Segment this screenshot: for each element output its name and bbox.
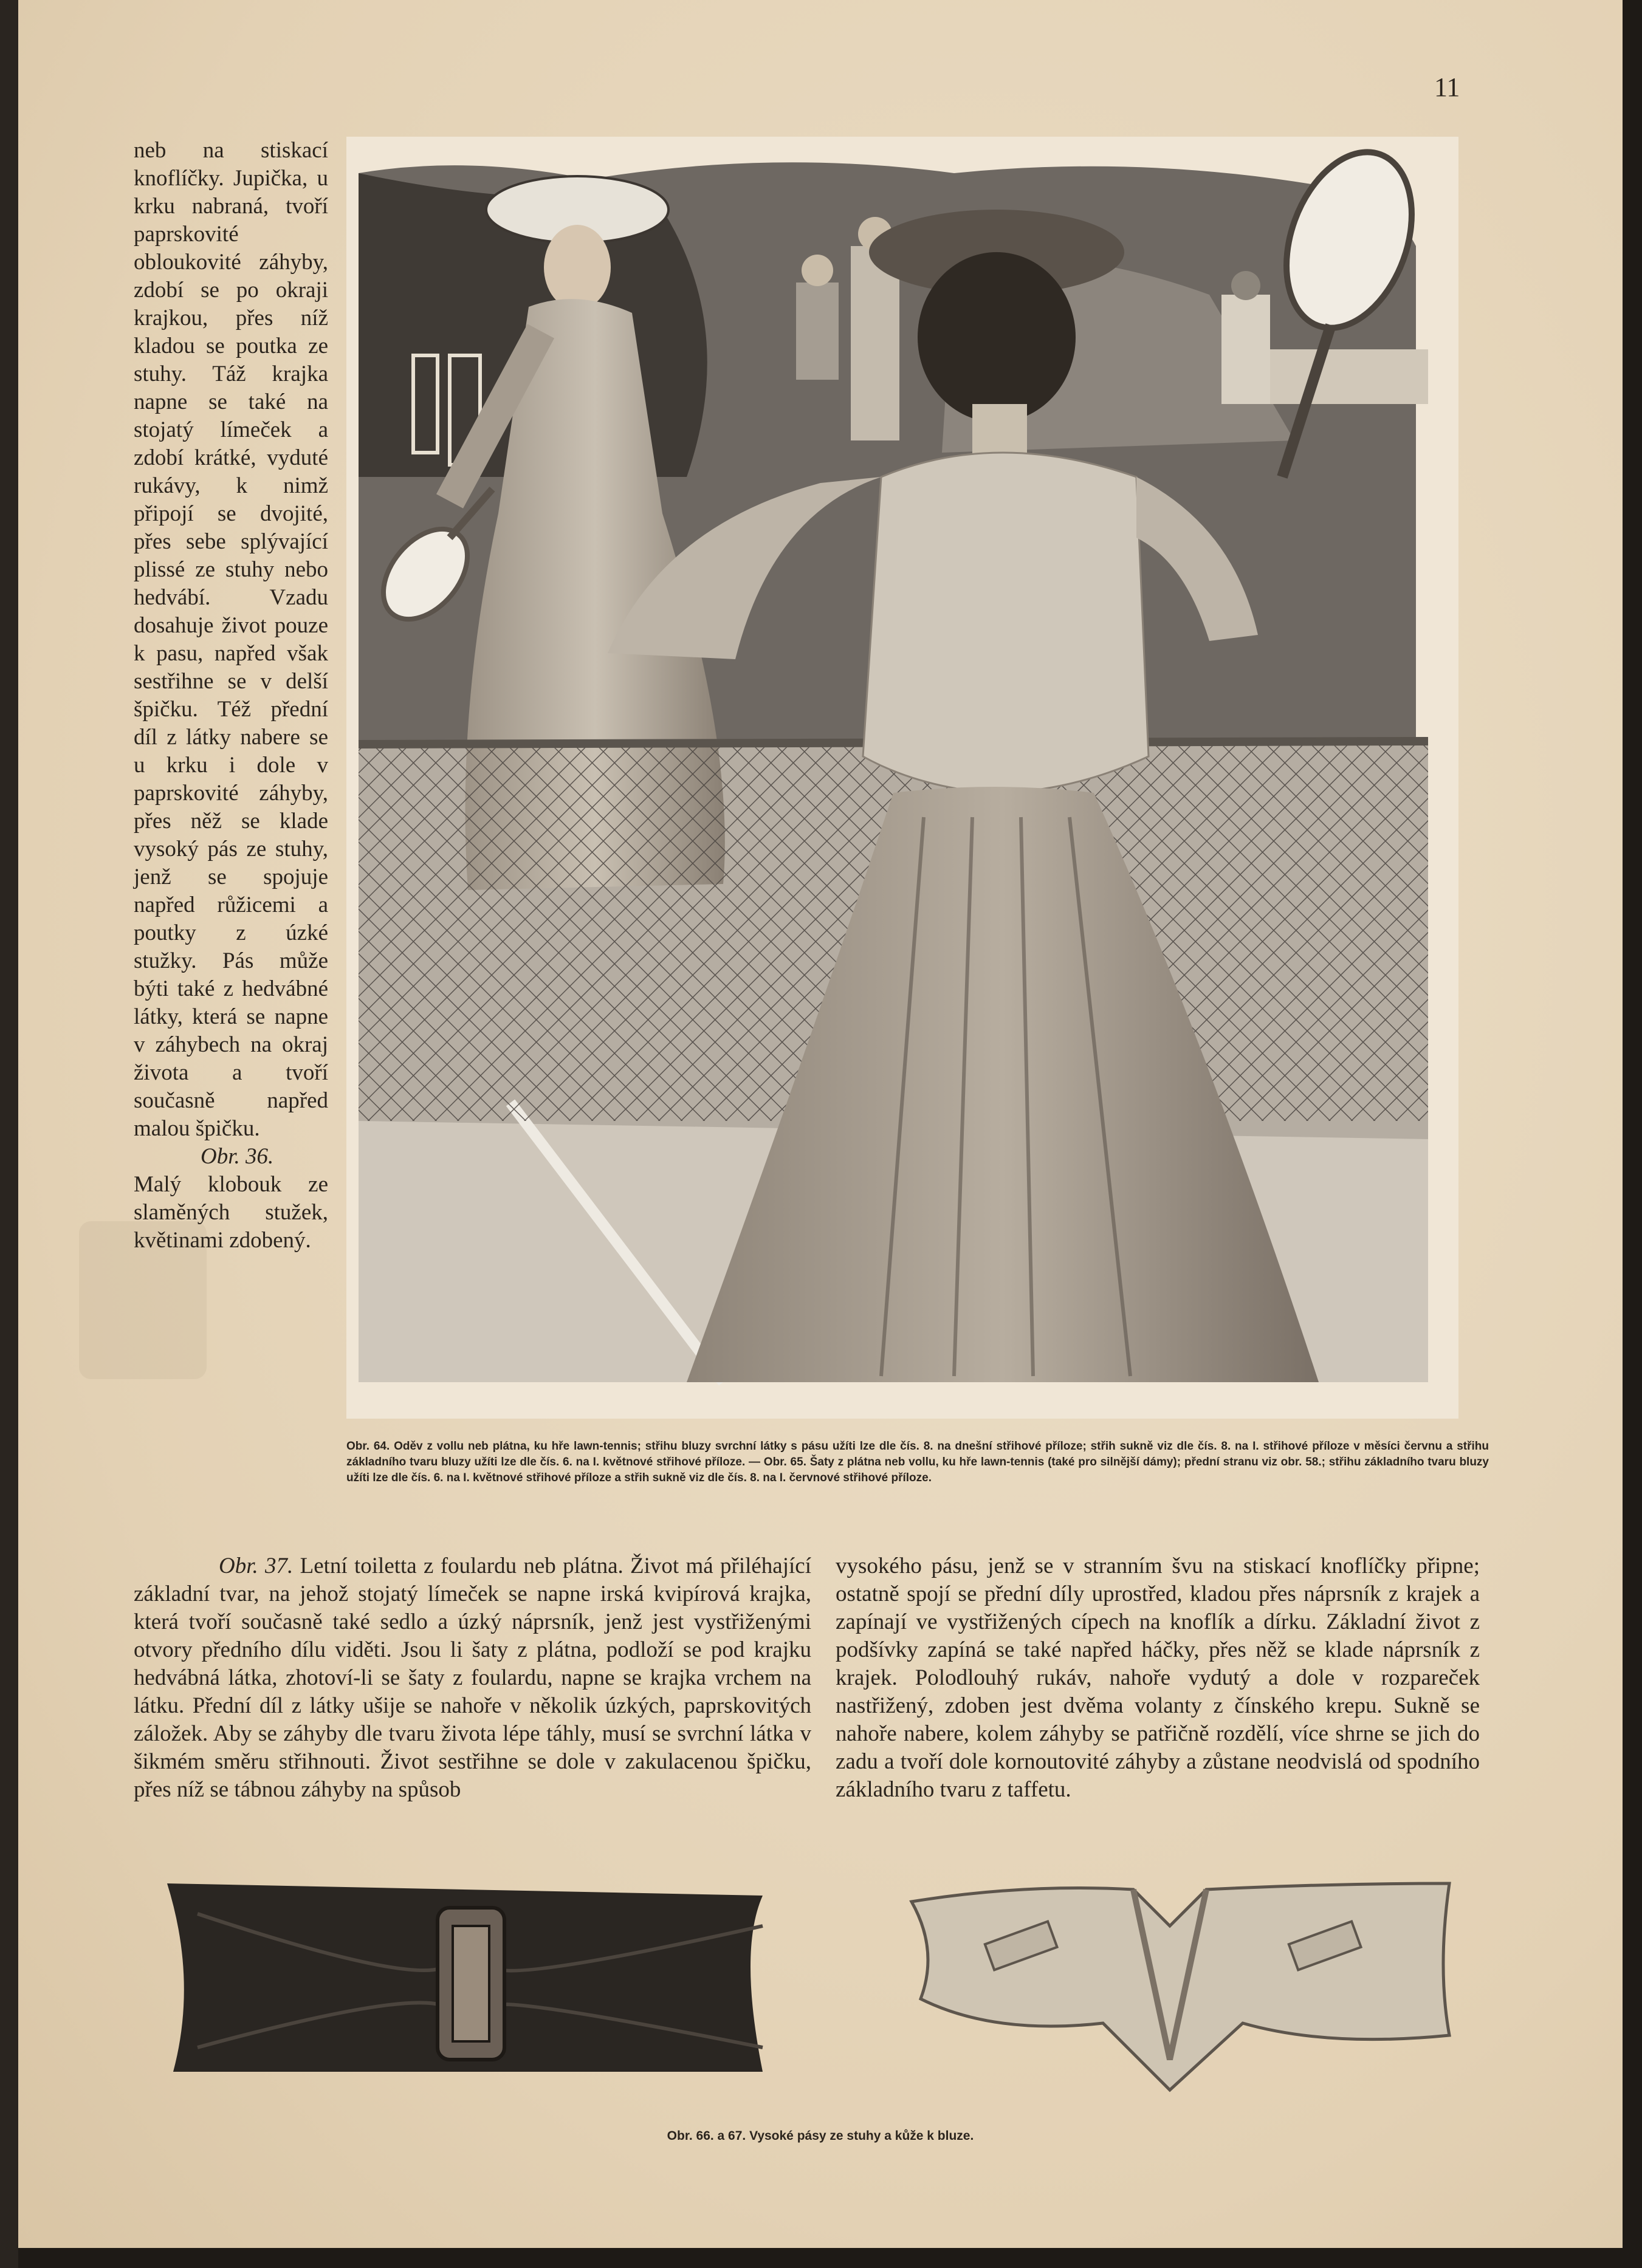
leather-belt-with-pointed-front-icon bbox=[902, 1877, 1474, 2096]
dark-belt-illustration bbox=[155, 1877, 781, 2090]
binding-gutter bbox=[0, 0, 18, 2268]
left-column-paragraph: neb na stiskací knoflíčky. Jupička, u krku nabraná, tvoří paprskovité obloukovité záhyby, zdobí se po okraji krajkou, přes níž kladou se poutka ze stuhy. Táž krajka napne se také na stojatý límeček a zdobí krátké, vyduté rukávy, k nimž připojí se dvojité, přes sebe splývající plissé ze stuhy nebo hedvábí. Vzadu dosahuje život pouze k pasu, napřed však sestřihne se v delší špičku. Též přední díl z látky nabere se u krku i dole v paprskovité záhyby, přes něž se klade vysoký pás ze stuhy, jenž se spojuje napřed růžicemi a poutky z úzké stužky. Pás může býti také z hedvábné látky, která se napne v záhybech na okraj života a tvoří současně napřed malou špičku. bbox=[134, 138, 328, 1141]
figure-caption: Obr. 64. Oděv z vollu neb plátna, ku hře lawn-tennis; střihu bluzy svrchní látky s pásu užíti lze dle čís. 8. na dnešní střihové příloze; střih sukně viz dle čís. 8. na I. střihové příloze v měsíci červnu a střihu základního tvaru bluzy užíti lze dle čís. 6. na I. květnové střihové příloze. — Obr. 65. Šaty z plátna neb vollu, ku hře lawn-tennis (také pro silnější dámy); přední stranu viz obr. 58.; střihu základního tvaru bluzy užíti lze dle čís. 6. na I. květnové střihové příloze a střih sukně viz dle čís. 8. na I. červnové střihové příloze. bbox=[346, 1440, 1489, 1484]
body-right-column: vysokého pásu, jenž se v stranním švu na stiskací knoflíčky připne; ostatně spojí se přední díly uprostřed, kladou přes náprsník z krajek a zapínají ve vystřižených cípech na knoflík a dírku. Základní život z podšívky zapíná se také napřed háčky, přes něž se klade náprsník z krajek. Polodlouhý rukáv, nahoře vydutý a dole v rozpareček nastřižený, zdoben jest dvěma volanty z čínského krepu. Sukně se nahoře nabere, kolem záhyby se patřičně rozdělí, více shrne se jich do zadu a tvoří dole kornoutovité záhyby a zůstane neodvislá od spodního základního tvaru z taffetu. bbox=[836, 1554, 1480, 1802]
body-left-text: Letní toiletta z foulardu neb plátna. Život má přiléhající základní tvar, na jehož stojatý límeček se napne irská kvipírová krajka, která tvoří současně také sedlo a úzký náprsník, jenž jest vystřiženými otvory předního dílu viděti. Jsou li šaty z plátna, podloží se pod krajku hedvábná látka, zhotoví-li se šaty z foulardu, napne se krajka vrchem na látku. Přední díl z látky ušije se nahoře v několik úzkých, paprskovitých záložek. Aby se záhyby dle tvaru života lépe táhly, musí se svrchní látka v šikmém směru střihnouti. Život sestřihne se dole v zakulacenou špičku, přes níž se tábnou záhyby na spůsob bbox=[134, 1554, 811, 1802]
obr36-label: Obr. 36. bbox=[201, 1144, 274, 1169]
obr36-description: Malý klobouk ze slaměných stužek, květinami zdobený. bbox=[134, 1172, 328, 1253]
light-belt-illustration bbox=[902, 1877, 1474, 2096]
tennis-players-engraving-icon bbox=[346, 137, 1458, 1419]
body-left-column bbox=[134, 1552, 811, 1804]
tennis-illustration bbox=[346, 137, 1458, 1419]
bottom-caption: Obr. 66. a 67. Vysoké pásy ze stuhy a kůže k bluze. bbox=[667, 2129, 974, 2143]
obr37-label: Obr. 37. bbox=[219, 1554, 294, 1578]
left-column-text bbox=[134, 137, 328, 1255]
page-number: 11 bbox=[1434, 72, 1460, 102]
dark-ribbon-belt-with-buckle-icon bbox=[155, 1877, 781, 2090]
